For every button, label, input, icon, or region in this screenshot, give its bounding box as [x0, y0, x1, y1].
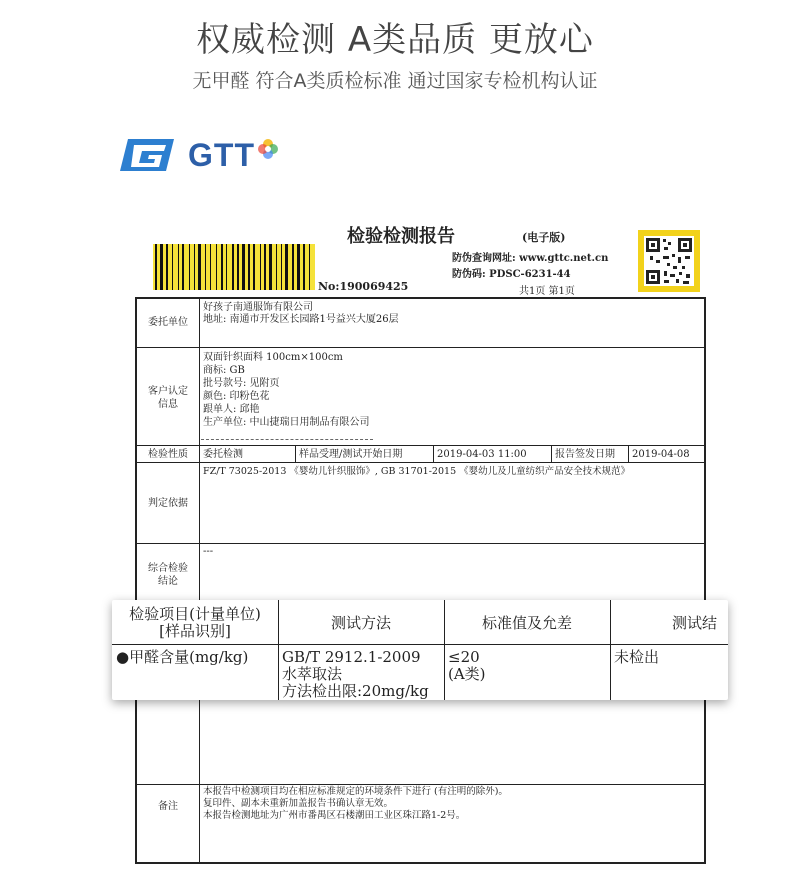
client-label: 委托单位	[148, 317, 188, 328]
nature-value: 委托检测	[203, 449, 243, 460]
remark-line: 本报告中检测项目均在相应标准规定的环境条件下进行 (有注明的除外)。	[203, 786, 508, 797]
page-headline: 权威检测 A类品质 更放心	[196, 20, 594, 60]
customer-info-lines	[203, 351, 370, 429]
issue-date-label: 报告签发日期	[555, 449, 615, 460]
standard-line: ≤20	[448, 648, 480, 666]
query-site: 防伪查询网址: www.gttc.net.cn	[452, 253, 609, 264]
remark-line: 本报告检测地址为广州市番禺区石楼潮田工业区珠江路1-2号。	[203, 810, 466, 821]
nature-label: 检验性质	[148, 449, 188, 460]
remark-lines	[203, 786, 508, 822]
header-test-item: 检验项目(计量单位)	[129, 605, 261, 623]
customer-line: 跟单人: 邱艳	[203, 404, 260, 415]
conclusion-label: 综合检验结论	[148, 563, 188, 587]
remark-label: 备注	[158, 801, 178, 812]
header-standard: 标准值及允差	[481, 614, 572, 632]
report-number: No:190069425	[318, 280, 409, 293]
issue-date-value: 2019-04-08	[632, 449, 690, 460]
customer-line: 商标: GB	[203, 365, 245, 376]
header-test-method: 测试方法	[330, 614, 391, 632]
received-date-value: 2019-04-03 11:00	[437, 449, 527, 460]
result-value: 未检出	[614, 648, 660, 666]
gtt-logo-text: GTT	[188, 136, 255, 173]
customer-line: 生产单位: 中山捷瑞日用制品有限公司	[203, 417, 370, 428]
customer-line: 双面针织面料 100cm×100cm	[203, 352, 343, 363]
page-subheadline: 无甲醛 符合A类质检标准 通过国家专检机构认证	[192, 70, 598, 92]
method-line: 方法检出限:20mg/kg	[282, 682, 429, 700]
test-result-callout	[112, 600, 728, 700]
client-name: 好孩子南通服饰有限公司	[203, 302, 313, 313]
method-line: 水萃取法	[282, 665, 343, 683]
method-lines	[282, 649, 429, 700]
qr-code-icon	[638, 230, 700, 292]
header-test-result: 测试结	[672, 614, 718, 632]
remark-line: 复印件、副本未重新加盖报告书确认章无效。	[203, 798, 394, 809]
customer-info-label: 客户认定信息	[148, 386, 188, 410]
conclusion-value: ---	[203, 546, 214, 557]
standard-lines	[448, 649, 486, 683]
page-count: 共1页 第1页	[519, 286, 575, 297]
report-title: 检验检测报告	[347, 226, 455, 247]
barcode-icon	[153, 244, 315, 290]
basis-value: FZ/T 73025-2013 《婴幼儿针织服饰》, GB 31701-2015 《婴幼儿及儿童纺织产品安全技术规范》	[203, 466, 631, 477]
received-date-label: 样品受理/测试开始日期	[299, 449, 403, 460]
anti-fake-code: 防伪码: PDSC-6231-44	[452, 269, 571, 280]
customer-line: 颜色: 印粉色花	[203, 391, 270, 402]
basis-label: 判定依据	[148, 498, 188, 509]
report-edition: (电子版)	[522, 231, 566, 244]
item-formaldehyde: ●甲醛含量(mg/kg)	[116, 648, 249, 666]
customer-line: 批号款号: 见附页	[203, 378, 280, 389]
client-address: 地址: 南通市开发区长园路1号益兴大厦26层	[203, 314, 399, 325]
report-table	[135, 297, 706, 864]
header-sample-id: [样品识别]	[159, 622, 231, 640]
standard-line: (A类)	[448, 665, 486, 683]
method-line: GB/T 2912.1-2009	[282, 648, 421, 666]
